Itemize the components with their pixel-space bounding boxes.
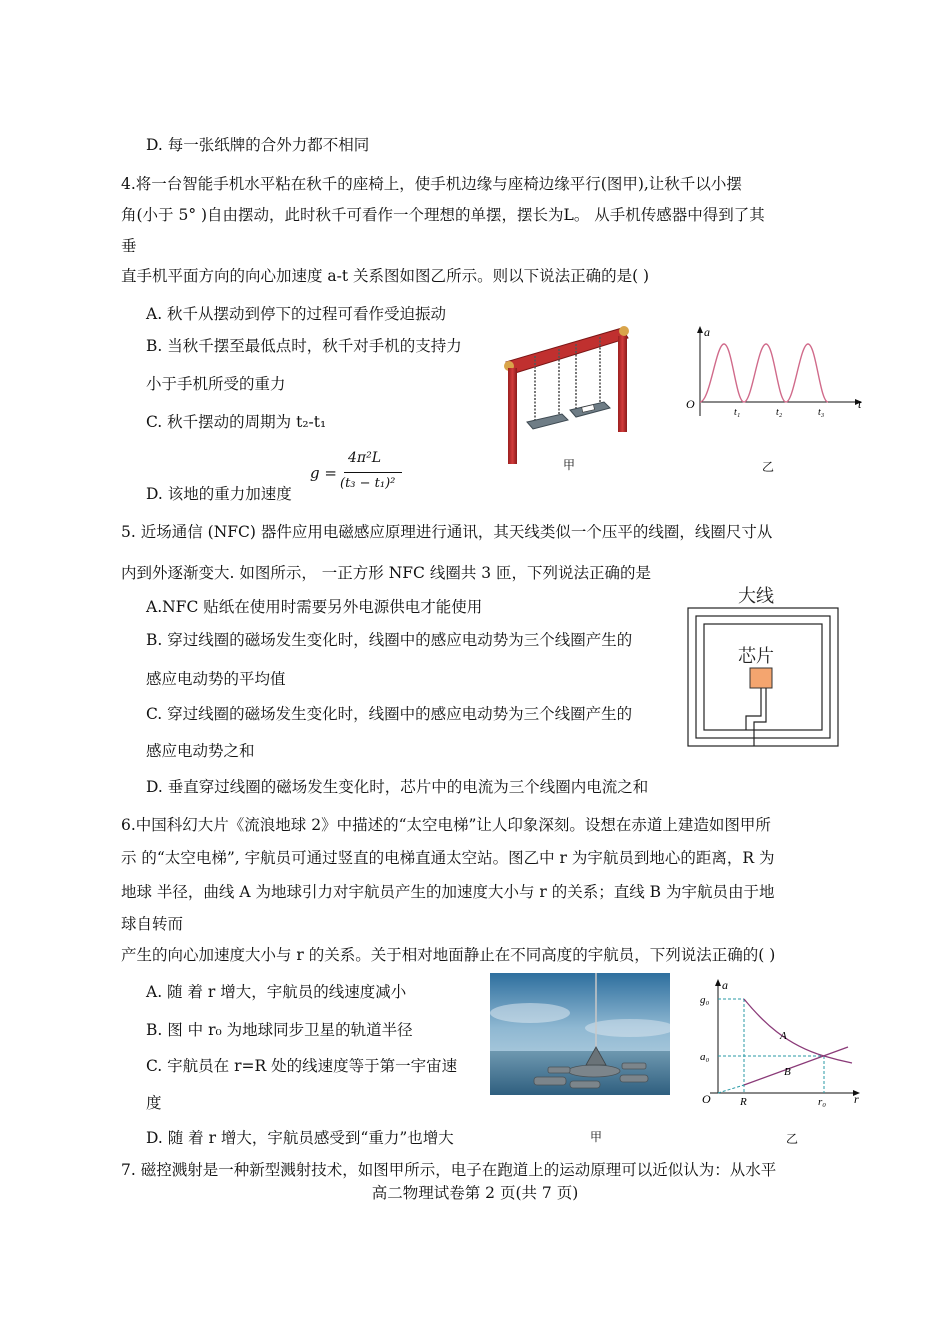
t1-label: t₁ (734, 407, 741, 418)
q4-a-t-graph (678, 322, 868, 422)
a-axis-label: a (722, 978, 728, 992)
q5-option-d: D. 垂直穿过线圈的磁场发生变化时，芯片中的电流为三个线圈内电流之和 (146, 778, 649, 796)
q6-stem-line3: 地球 半径，曲线 A 为地球引力对宇航员产生的加速度大小与 r 的关系；直线 B 为宇航员由于地 (121, 883, 775, 901)
a-axis-label: a (704, 325, 710, 339)
q4-gravity-formula (310, 448, 420, 502)
t2-label: t₂ (776, 407, 783, 418)
antenna-label: 大线 (738, 586, 774, 606)
q5-option-c-line2: 感应电动势之和 (146, 742, 255, 760)
q7-stem-line1: 7. 磁控溅射是一种新型溅射技术，如图甲所示，电子在跑道上的运动原理可以近似认为：从水平 (121, 1161, 777, 1179)
q5-stem-line2: 内到外逐渐变大. 如图所示， 一正方形 NFC 线圈共 3 匝，下列说法正确的是 (121, 564, 652, 582)
q4-stem-line1: 4.将一台智能手机水平粘在秋千的座椅上，使手机边缘与座椅边缘平行(图甲),让秋千以小摆 (121, 175, 742, 193)
q6-stem-line2: 示 的“太空电梯”, 宇航员可通过竖直的电梯直通太空站。图乙中 r 为宇航员到地心的距离，R 为 (121, 849, 775, 867)
q4-stem-line3: 垂 (121, 237, 137, 255)
curve-A-label: A (780, 1030, 787, 1042)
origin-label: O (686, 397, 695, 411)
q4-fig-jia-caption: 甲 (563, 458, 576, 472)
q4-option-b-line1: B. 当秋千摆至最低点时，秋千对手机的支持力 (146, 337, 462, 355)
q4-stem-line2: 角(小于 5° )自由摆动，此时秋千可看作一个理想的单摆，摆长为L。 从手机传感器中得到了其 (121, 206, 765, 224)
a0-label: a₀ (700, 1051, 710, 1063)
q6-stem-line4: 球自转而 (121, 915, 184, 933)
R-tick-label: R (740, 1096, 747, 1107)
formula-numerator: 4π²L (348, 450, 382, 466)
q5-option-a: A.NFC 贴纸在使用时需要另外电源供电才能使用 (146, 598, 483, 616)
q5-option-b-line1: B. 穿过线圈的磁场发生变化时，线圈中的感应电动势为三个线圈产生的 (146, 631, 633, 649)
q4-option-d: D. 该地的重力加速度 (146, 485, 292, 503)
origin-label: O (702, 1092, 711, 1106)
q3-option-d: D. 每一张纸牌的合外力都不相同 (146, 136, 370, 154)
page-footer: 高二物理试卷第 2 页(共 7 页) (371, 1184, 579, 1202)
line-B-label: B (784, 1066, 791, 1078)
q6-option-d: D. 随 着 r 增大，宇航员感受到“重力”也增大 (146, 1129, 454, 1147)
g0-label: g₀ (700, 994, 710, 1006)
r0-tick-label: r₀ (818, 1096, 827, 1107)
q5-option-b-line2: 感应电动势的平均值 (146, 670, 286, 688)
nfc-coil-diagram (686, 584, 842, 750)
space-elevator-image (490, 973, 670, 1095)
q5-stem-line1: 5. 近场通信 (NFC) 器件应用电磁感应原理进行通讯，其天线类似一个压平的线圈，线圈尺寸从 (121, 523, 773, 541)
q6-stem-line1: 6.中国科幻大片《流浪地球 2》中描述的“太空电梯”让人印象深刻。设想在赤道上建造如图甲所 (121, 816, 771, 834)
q6-option-c-line1: C. 宇航员在 r=R 处的线速度等于第一宇宙速 (146, 1057, 458, 1075)
q4-option-a: A. 秋千从摆动到停下的过程可看作受迫振动 (146, 305, 447, 323)
q5-option-c-line1: C. 穿过线圈的磁场发生变化时，线圈中的感应电动势为三个线圈产生的 (146, 705, 633, 723)
q6-fig-jia-caption: 甲 (590, 1130, 603, 1144)
t3-label: t₃ (818, 407, 825, 418)
q6-stem-line5: 产生的向心加速度大小与 r 的关系。关于相对地面静止在不同高度的宇航员，下列说法正确的( ) (121, 946, 776, 964)
q6-option-b: B. 图 中 r₀ 为地球同步卫星的轨道半径 (146, 1021, 413, 1039)
q6-a-r-graph (696, 975, 866, 1107)
r-axis-label: r (854, 1092, 859, 1106)
q4-fig-yi-caption: 乙 (762, 460, 775, 474)
q6-option-c-line2: 度 (146, 1094, 162, 1112)
formula-lhs: g = (310, 464, 337, 482)
chip-label: 芯片 (738, 646, 774, 666)
swing-illustration (500, 322, 650, 467)
t-axis-label: t (858, 397, 862, 411)
q6-option-a: A. 随 着 r 增大，宇航员的线速度减小 (146, 983, 407, 1001)
q4-stem-line4: 直手机平面方向的向心加速度 a-t 关系图如图乙所示。则以下说法正确的是( ) (121, 267, 650, 285)
q4-option-b-line2: 小于手机所受的重力 (146, 375, 286, 393)
q6-fig-yi-caption: 乙 (786, 1132, 799, 1146)
formula-denominator: (t₃ − t₁)² (340, 476, 396, 491)
formula-fraction-bar (344, 472, 402, 473)
q4-option-c: C. 秋千摆动的周期为 t₂-t₁ (146, 413, 327, 431)
